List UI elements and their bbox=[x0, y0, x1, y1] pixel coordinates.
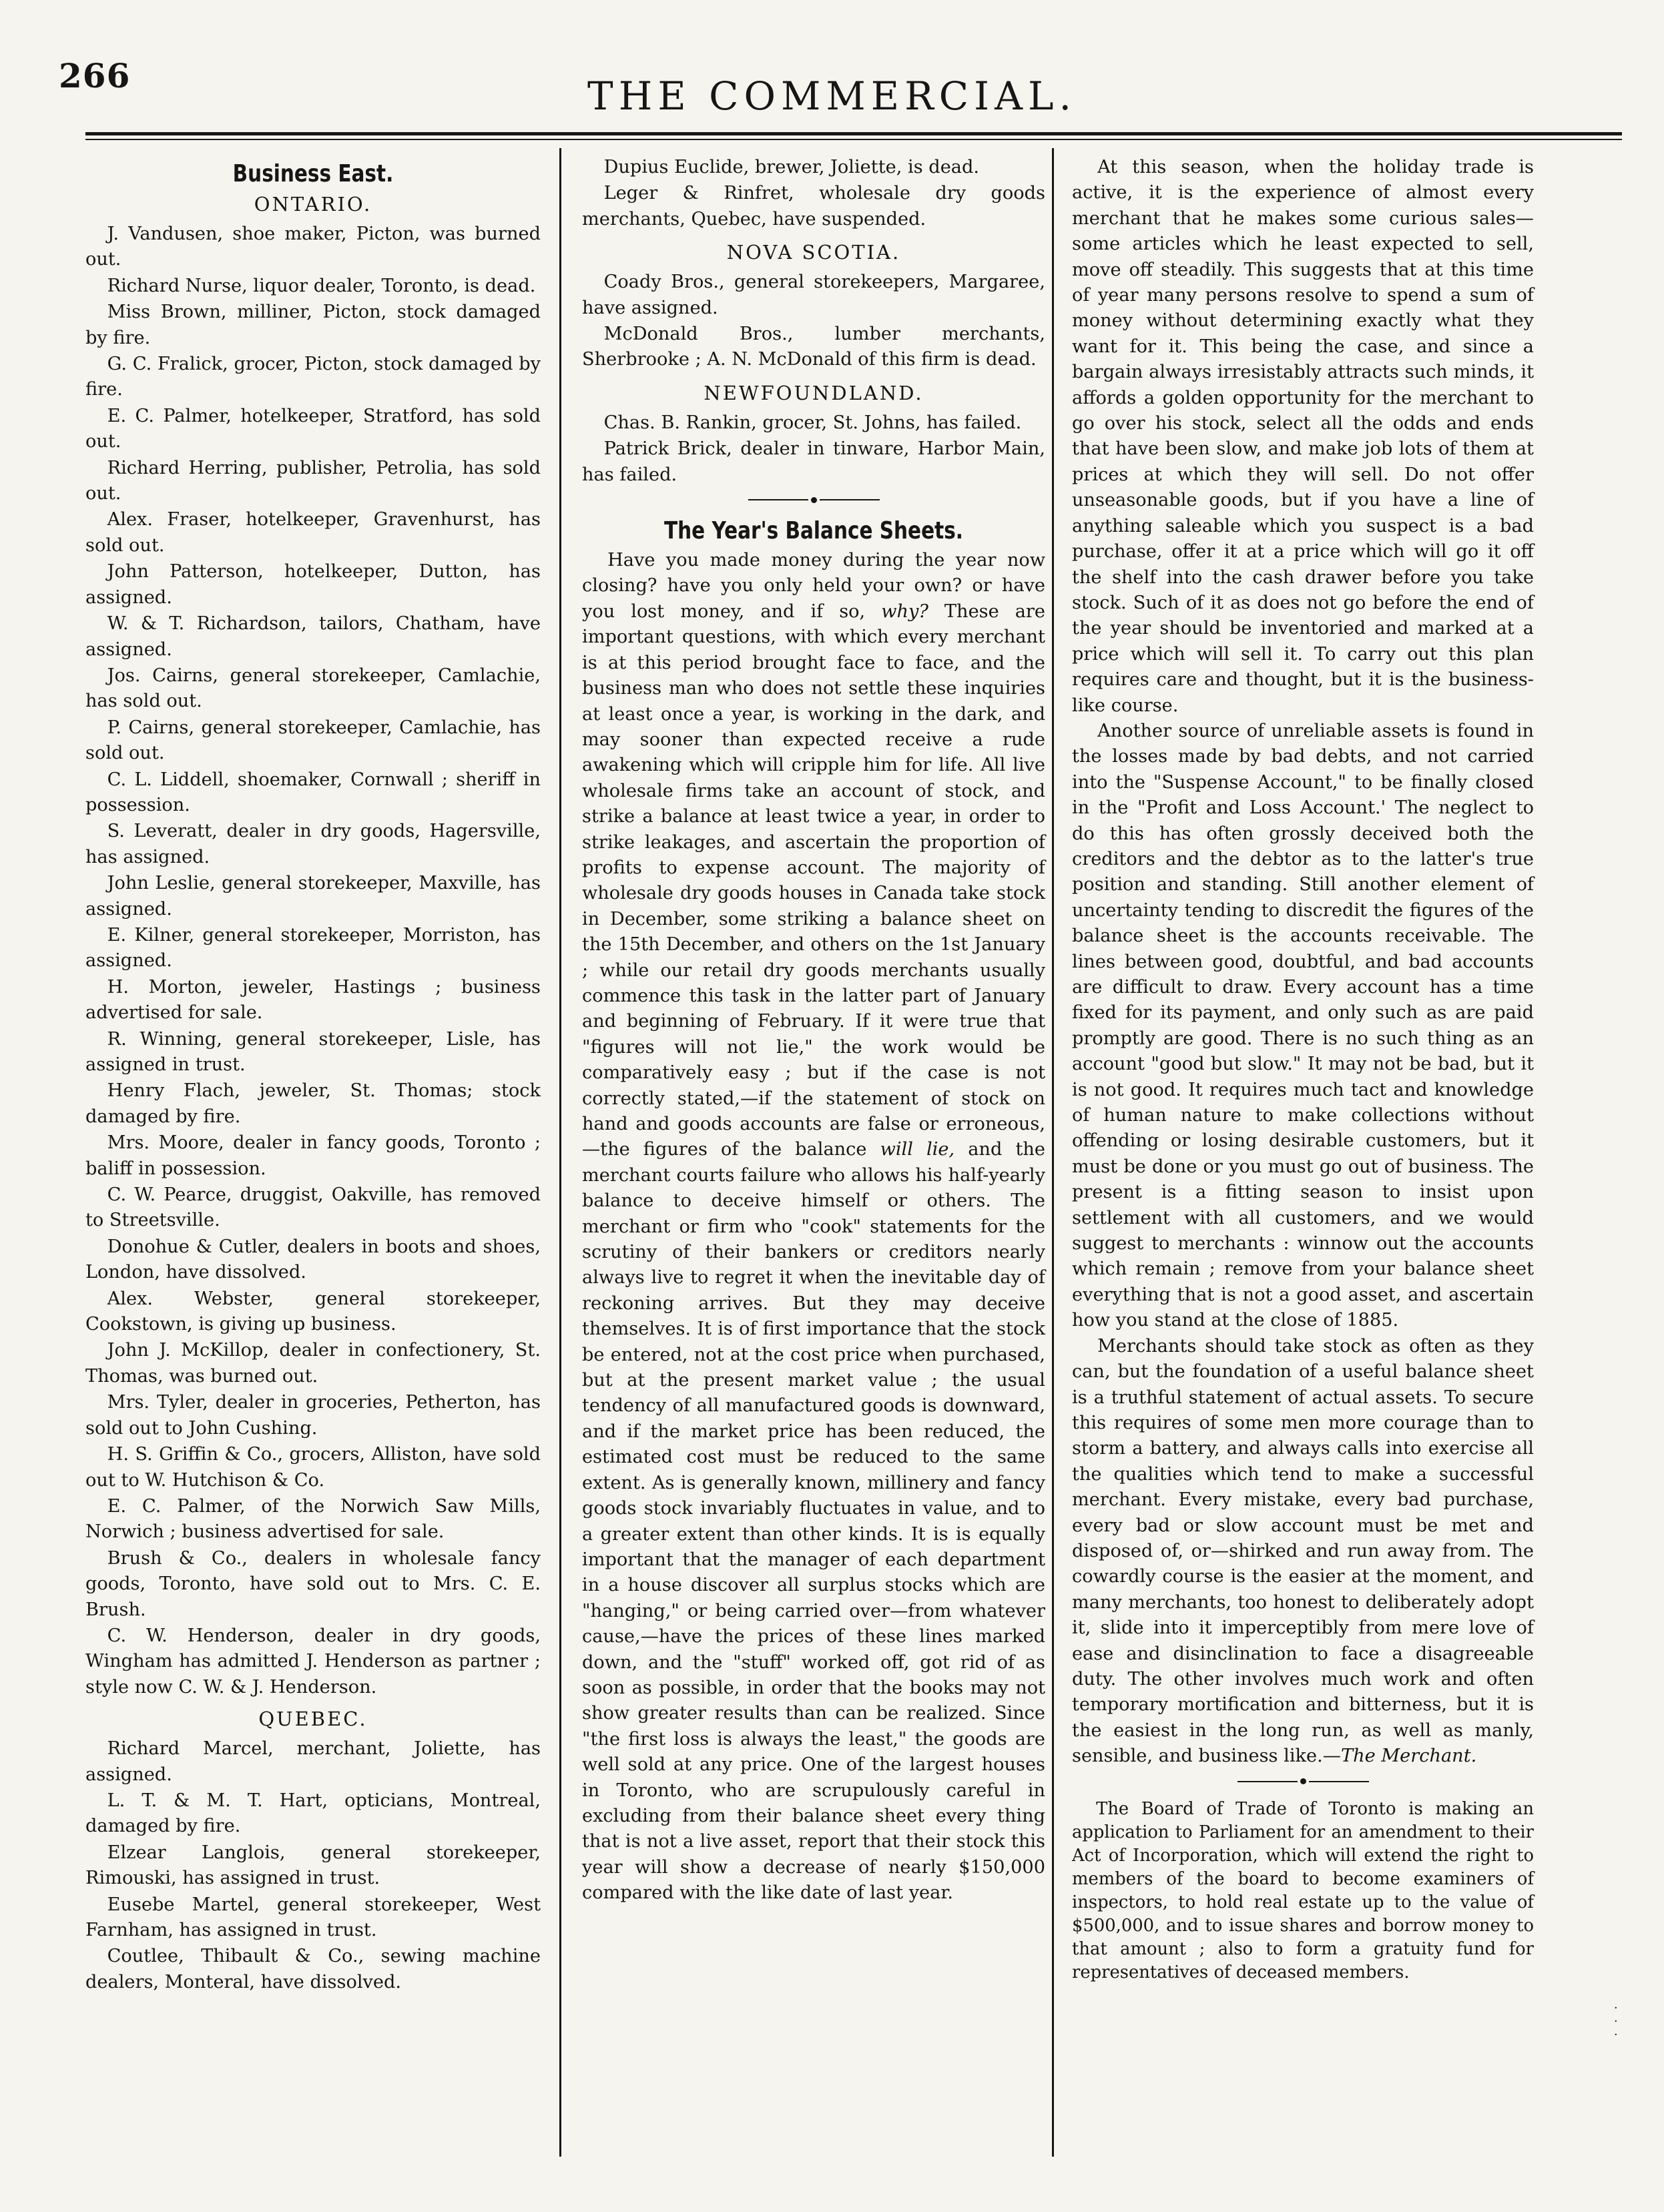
section-separator bbox=[582, 490, 1045, 509]
newfoundland-notices bbox=[582, 410, 1045, 488]
business-notice: Jos. Cairns, general storekeeper, Camlachie, has sold out. bbox=[85, 665, 541, 712]
business-notice: John Patterson, hotelkeeper, Dutton, has assigned. bbox=[85, 561, 541, 608]
business-notice: Mrs. Moore, dealer in fancy goods, Toronto ; baliff in possession. bbox=[85, 1132, 541, 1179]
business-notice: H. Morton, jeweler, Hastings ; business advertised for sale. bbox=[85, 976, 541, 1024]
masthead-title: THE COMMERCIAL. bbox=[587, 73, 1077, 119]
business-notice: E. C. Palmer, hotelkeeper, Stratford, has sold out. bbox=[85, 405, 541, 452]
business-notice: McDonald Bros., lumber merchants, Sherbrooke ; A. N. McDonald of this firm is dead. bbox=[582, 324, 1045, 370]
business-notice: Patrick Brick, dealer in tinware, Harbor Main, has failed. bbox=[582, 438, 1045, 485]
quebec-heading: QUEBEC. bbox=[258, 1708, 368, 1731]
article-paragraph: At this season, when the holiday trade is active, it is the experience of almost every merchant that he makes some curious sales—some articles which he least expected to sell, move off steadily. This suggests that at this time of year many persons resolve to spend a sum of money without determining exactly what they want for it. This being the case, and since a bargain always irresistably attracts such minds, it affords a golden opportunity for the merchant to go over his stock, select all the odds and ends that have been slow, and make job lots of them at prices at which they will sell. Do not offer unseasonable goods, but if you have a line of anything saleable which you suspect is a bad purchase, offer it at a price which will go it off the shelf into the cash drawer before you take stock. Such of it as does not go before the end of the year should be inventoried and marked at a price which will sell it. To carry out this plan requires care and thought, but it is the business-like course. bbox=[1072, 157, 1534, 716]
column-divider bbox=[1052, 148, 1054, 2157]
quebec-notices bbox=[85, 1736, 541, 1995]
business-notice: E. C. Palmer, of the Norwich Saw Mills, Norwich ; business advertised for sale. bbox=[85, 1495, 541, 1543]
article-paragraph: Have you made money during the year now closing? have you only held your own? or have you lost money, and if so, why? These are important questions, with which every merchant is at this period brought face to face, and the business man who does not settle these inquiries at least once a year, is working in the dark, and may sooner than expected receive a rude awakening which will cripple him for life. All live wholesale firms take an account of stock, and strike a balance at least twice a year, in order to strike leakages, and ascertain the proportion of profits to expense account. The majority of wholesale dry goods houses in Canada take stock in December, some striking a balance sheet on the 15th December, and others on the 1st January ; while our retail dry goods merchants usually commence this task in the latter part of January and beginning of February. If it were true that "figures will not lie," the work would be comparatively easy ; but if the case is not correctly stated,—if the statement of stock on hand and goods accounts are false or erroneous,—the figures of the balance will lie, and the merchant courts failure who allows his half-yearly balance to deceive himself or others. The merchant or firm who "cook" statements for the scrutiny of their bankers or creditors nearly always live to regret it when the inevitable day of reckoning arrives. But they may deceive themselves. It is of first importance that the stock be entered, not at the cost price when purchased, but at the present market value ; the usual tendency of all manufactured goods is downward, and if the market price has been reduced, the estimated cost must be reduced to the same extent. As is generally known, millinery and fancy goods stock invariably fluctuates in value, and to a greater extent than other kinds. It is is equally important that the manager of each department in a house discover all surplus stocks which are "hanging," or being carried over—from whatever cause,—have the prices of these lines marked down, and the "stuff" worked off, got rid of as soon as possible, in order that the books may not show greater results than can be realized. Since "the first loss is always the least," the goods are well sold at any price. One of the largest houses in Toronto, who are scrupulously careful in excluding from their balance sheet every thing that is not a live asset, report that their stock this year will show a decrease of nearly $150,000 compared with the like date of last year. bbox=[582, 550, 1046, 1904]
business-notice: Alex. Fraser, hotelkeeper, Gravenhurst, has sold out. bbox=[85, 509, 541, 556]
business-notice: E. Kilner, general storekeeper, Morriston, has assigned. bbox=[85, 924, 541, 972]
newfoundland-heading: NEWFOUNDLAND. bbox=[704, 381, 924, 404]
business-notice: P. Cairns, general storekeeper, Camlachie, has sold out. bbox=[85, 717, 541, 764]
page-number: 266 bbox=[59, 56, 131, 95]
article-paragraph: Another source of unreliable assets is found in the losses made by bad debts, and not carried into the "Suspense Account," to be finally closed in the "Profit and Loss Account.' The neglect to do this has often grossly deceived both the creditors and the debtor as to the latter's true position and standing. Still another element of uncertainty tending to discredit the figures of the balance sheet is the accounts receivable. The lines between good, doubtful, and bad accounts are difficult to draw. Every account has a time fixed for its payment, and only such as are paid promptly are good. There is no such thing as an account "good but slow." It may not be bad, but it is not good. It requires much tact and knowledge of human nature to make collections without offending or losing desirable customers, but it must be done or you must go out of business. The present is a fitting season to insist upon settlement with all customers, and we would suggest to merchants : winnow out the accounts which remain ; remove from your balance sheet everything that is not a good asset, and ascertain how you stand at the close of 1885. bbox=[1072, 720, 1534, 1331]
business-notice: R. Winning, general storekeeper, Lisle, has assigned in trust. bbox=[85, 1028, 541, 1075]
business-notice: Dupius Euclide, brewer, Joliette, is dead. bbox=[603, 157, 980, 177]
business-notice: Coutlee, Thibault & Co., sewing machine dealers, Monteral, have dissolved. bbox=[85, 1946, 541, 1992]
business-notice: S. Leveratt, dealer in dry goods, Hagersville, has assigned. bbox=[85, 821, 541, 867]
business-notice: Alex. Webster, general storekeeper, Cookstown, is giving up business. bbox=[85, 1288, 541, 1335]
column-2 bbox=[582, 155, 1045, 1906]
business-notice: H. S. Griffin & Co., grocers, Alliston, have sold out to W. Hutchison & Co. bbox=[85, 1444, 541, 1491]
section-separator bbox=[1072, 1772, 1534, 1791]
business-notice: C. W. Henderson, dealer in dry goods, Wingham has admitted J. Henderson as partner ; style now C. W. & J. Henderson. bbox=[85, 1625, 541, 1698]
nova-scotia-heading: NOVA SCOTIA. bbox=[726, 241, 901, 264]
business-notice: Richard Marcel, merchant, Joliette, has assigned. bbox=[85, 1738, 541, 1785]
business-notice: Coady Bros., general storekeepers, Margaree, have assigned. bbox=[582, 272, 1045, 318]
balance-sheets-heading: The Year's Balance Sheets. bbox=[663, 517, 963, 545]
business-notice: L. T. & M. T. Hart, opticians, Montreal, damaged by fire. bbox=[85, 1790, 541, 1837]
board-of-trade-notice: The Board of Trade of Toronto is making an application to Parliament for an amendment to their Act of Incorporation, which will extend the right to members of the board to become examiners of inspectors, to hold real estate up to the value of $500,000, and to issue shares and borrow money to that amount ; also to form a gratuity fund for representatives of deceased members. bbox=[1072, 1798, 1534, 1982]
margin-mark: · · · bbox=[1614, 2001, 1618, 2042]
masthead-rule-thin bbox=[85, 139, 1622, 140]
business-notice: C. L. Liddell, shoemaker, Cornwall ; sheriff in possession. bbox=[85, 769, 541, 815]
nova-scotia-notices bbox=[582, 270, 1045, 373]
business-notice: Leger & Rinfret, wholesale dry goods merchants, Quebec, have suspended. bbox=[582, 183, 1045, 230]
column-1 bbox=[85, 155, 541, 1996]
business-notice: G. C. Fralick, grocer, Picton, stock damaged by fire. bbox=[85, 354, 541, 400]
business-notice: Eusebe Martel, general storekeeper, West Farnham, has assigned in trust. bbox=[85, 1894, 541, 1940]
masthead-rule bbox=[85, 132, 1622, 135]
business-notice: Elzear Langlois, general storekeeper, Rimouski, has assigned in trust. bbox=[85, 1842, 541, 1889]
business-notice: Richard Herring, publisher, Petrolia, has sold out. bbox=[85, 457, 541, 504]
business-notice: Brush & Co., dealers in wholesale fancy goods, Toronto, have sold out to Mrs. C. E. Brush. bbox=[85, 1547, 541, 1620]
business-notice: Donohue & Cutler, dealers in boots and shoes, London, have dissolved. bbox=[85, 1236, 541, 1283]
business-notice: John J. McKillop, dealer in confectionery, St. Thomas, was burned out. bbox=[85, 1340, 541, 1387]
business-notice: C. W. Pearce, druggist, Oakville, has removed to Streetsville. bbox=[85, 1184, 541, 1231]
business-notice: J. Vandusen, shoe maker, Picton, was burned out. bbox=[85, 224, 541, 270]
quebec-notices-continued bbox=[582, 155, 1045, 232]
ontario-heading: ONTARIO. bbox=[254, 193, 372, 216]
business-east-heading: Business East. bbox=[232, 160, 394, 188]
business-notice: Chas. B. Rankin, grocer, St. Johns, has failed. bbox=[603, 412, 1022, 433]
business-notice: John Leslie, general storekeeper, Maxville, has assigned. bbox=[85, 873, 541, 919]
ontario-notices bbox=[85, 222, 541, 1700]
business-notice: Miss Brown, milliner, Picton, stock damaged by fire. bbox=[85, 302, 541, 348]
business-notice: Richard Nurse, liquor dealer, Toronto, is dead. bbox=[107, 275, 536, 296]
business-notice: W. & T. Richardson, tailors, Chatham, have assigned. bbox=[85, 613, 541, 660]
business-notice: Mrs. Tyler, dealer in groceries, Petherton, has sold out to John Cushing. bbox=[85, 1392, 541, 1439]
column-3 bbox=[1072, 155, 1534, 1984]
column-divider bbox=[559, 148, 561, 2157]
article-paragraph: Merchants should take stock as often as they can, but the foundation of a useful balance sheet is a truthful statement of actual assets. To secure this requires of some men more courage than to storm a battery, and always calls into exercise all the qualities which tend to make a successful merchant. Every mistake, every bad purchase, every bad or slow account must be met and disposed of, or—shirked and run away from. The cowardly course is the easier at the moment, and many merchants, too honest to deliberately adopt it, slide into it imperceptibly from mere love of ease and disinclination to face a disagreeable duty. The other involves much work and often temporary mortification and bitterness, but it is the easiest in the long run, as well as manly, sensible, and business like.—The Merchant. bbox=[1072, 1335, 1534, 1767]
business-notice: Henry Flach, jeweler, St. Thomas; stock damaged by fire. bbox=[85, 1080, 541, 1127]
